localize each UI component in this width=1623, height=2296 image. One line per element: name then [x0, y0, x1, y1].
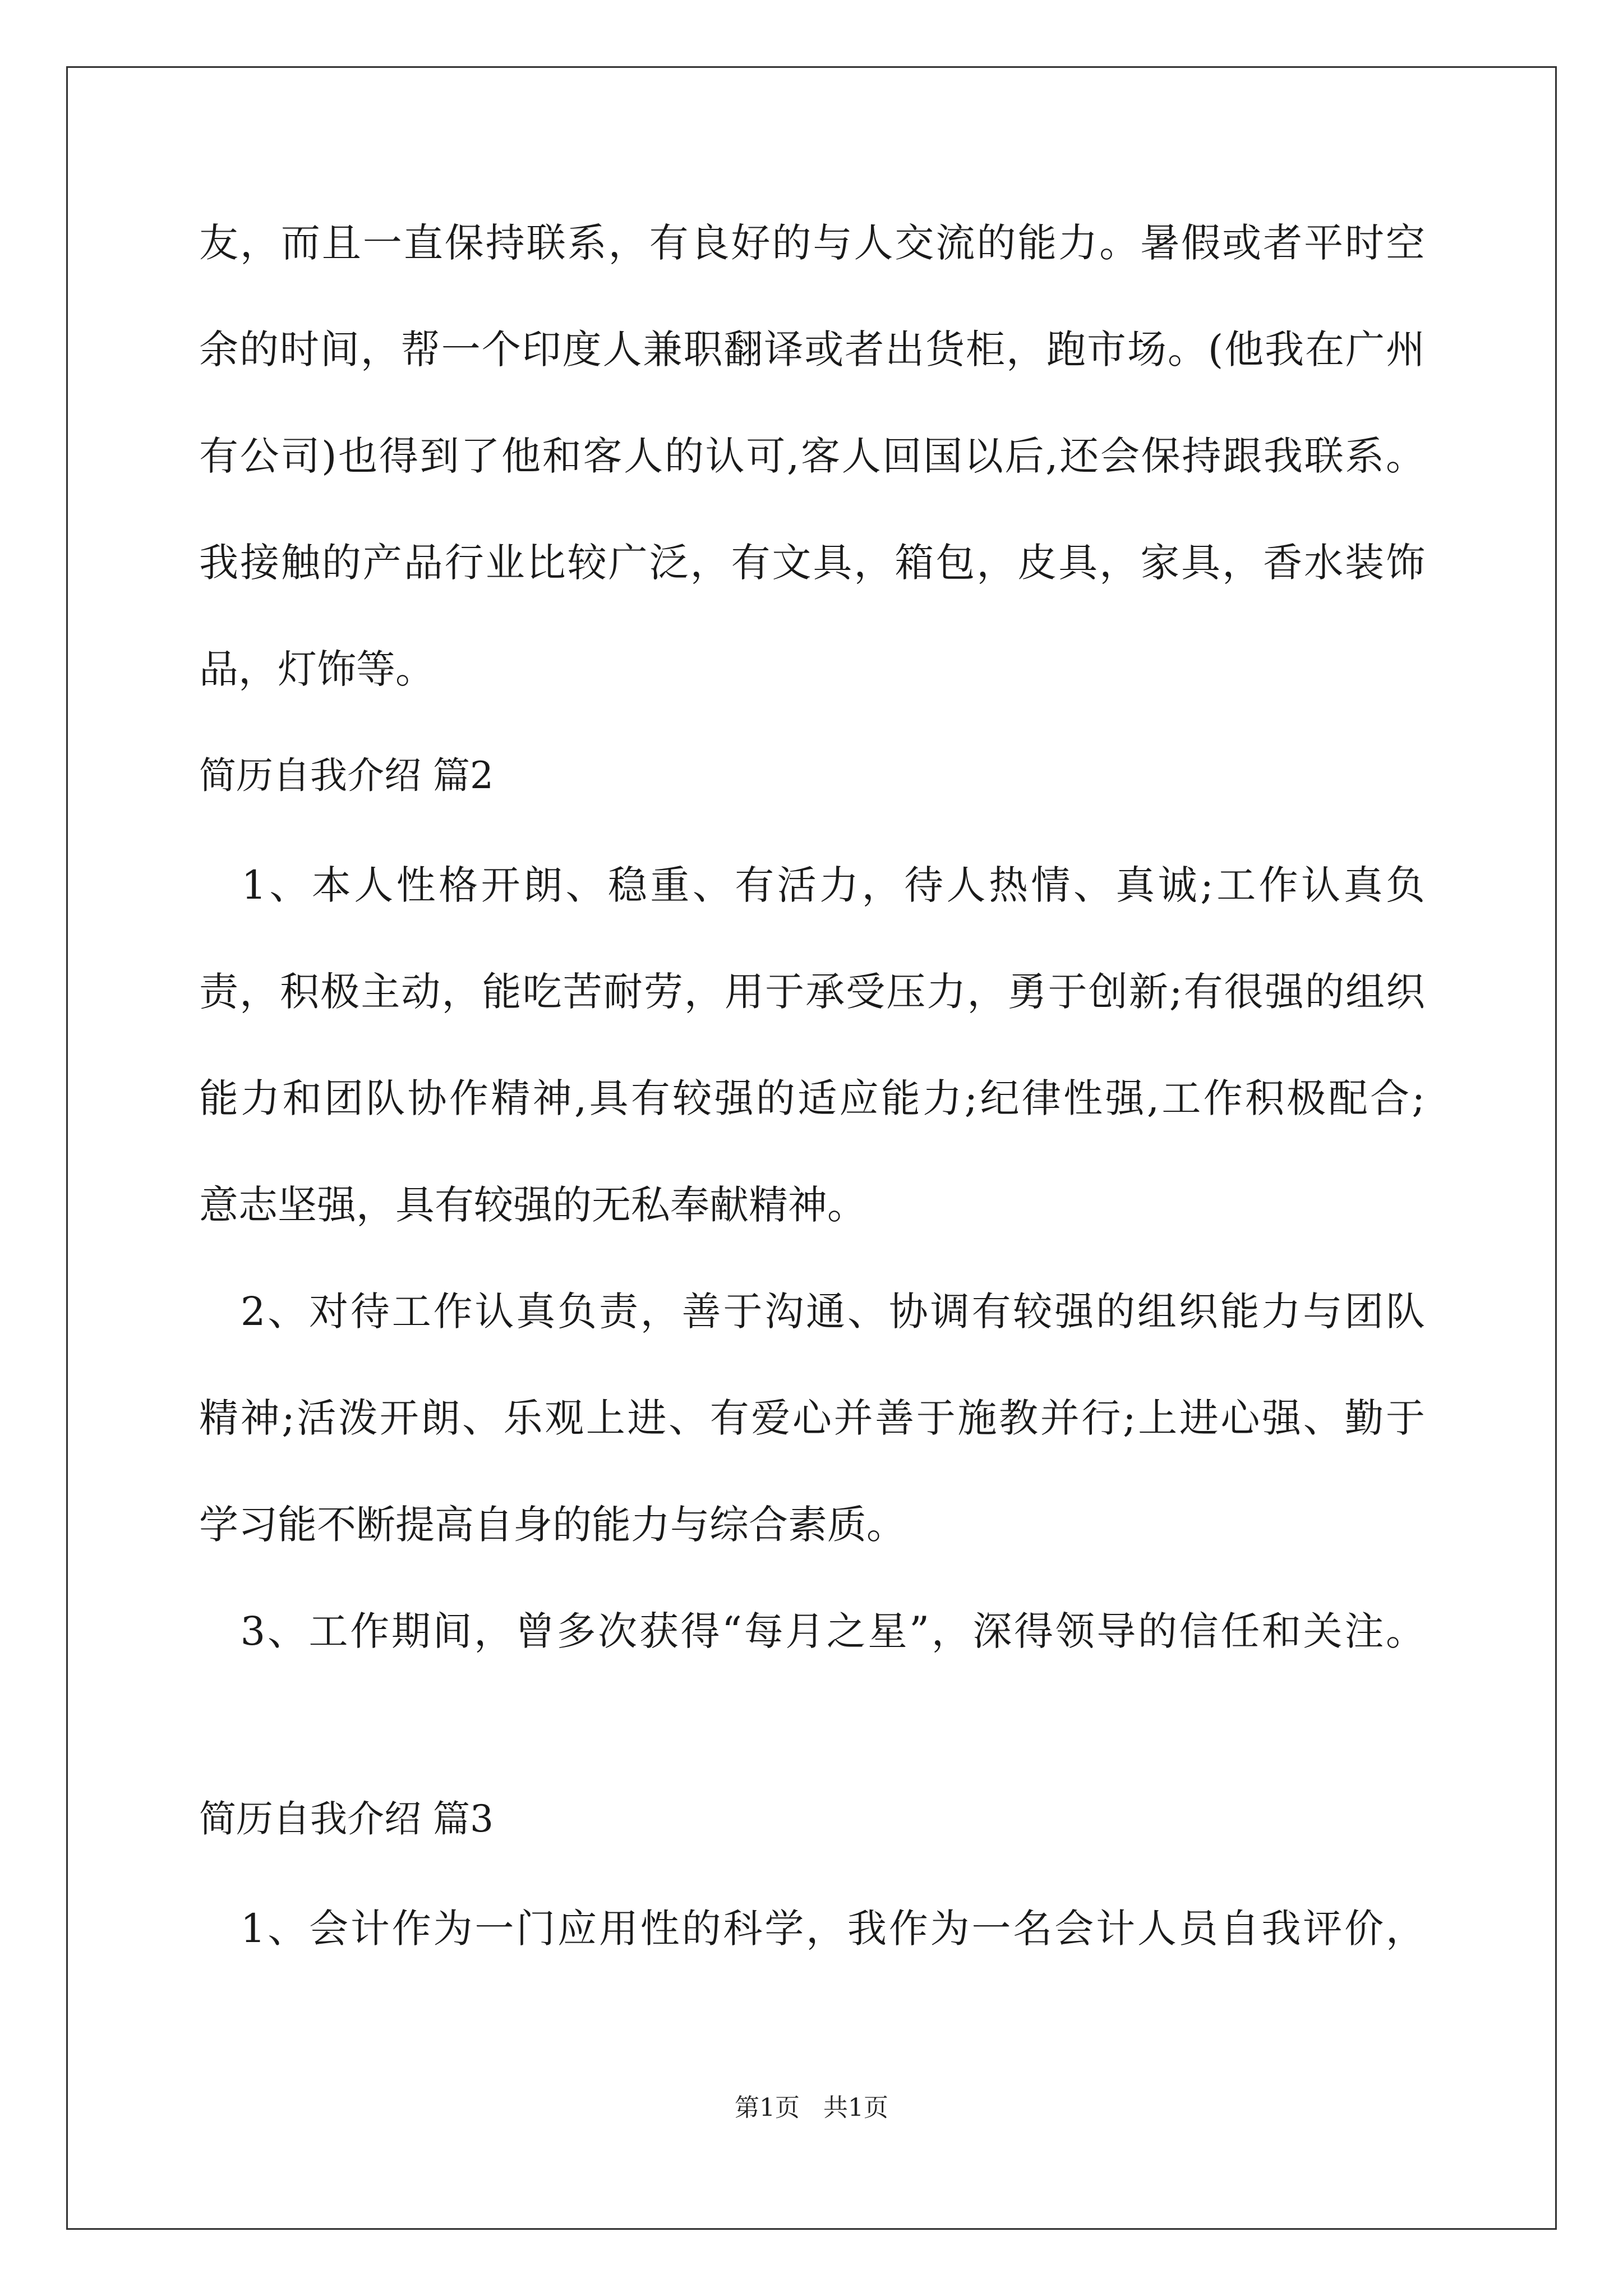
text-line: 余的时间，帮一个印度人兼职翻译或者出货柜，跑市场。(他我在广州	[199, 326, 1425, 372]
section-heading: 简历自我介绍 篇2	[199, 754, 494, 797]
text-line: 责，积极主动，能吃苦耐劳，用于承受压力，勇于创新;有很强的组织	[199, 969, 1425, 1015]
text-line: 2、对待工作认真负责，善于沟通、协调有较强的组织能力与团队	[199, 1289, 1425, 1335]
page-number: 第1页	[735, 2093, 800, 2122]
text-line: 1、本人性格开朗、稳重、有活力，待人热情、真诚;工作认真负	[199, 862, 1425, 908]
text-line: 3、工作期间，曾多次获得“每月之星”，深得领导的信任和关注。	[199, 1608, 1425, 1654]
section-heading: 简历自我介绍 篇3	[199, 1797, 494, 1841]
text-line: 我接触的产品行业比较广泛，有文具，箱包，皮具，家具，香水装饰	[199, 540, 1425, 586]
text-line: 意志坚强，具有较强的无私奉献精神。	[199, 1182, 866, 1228]
page-total: 共1页	[823, 2093, 888, 2122]
text-line: 友，而且一直保持联系，有良好的与人交流的能力。暑假或者平时空	[199, 220, 1425, 266]
text-line: 1、会计作为一门应用性的科学，我作为一名会计人员自我评价，	[199, 1906, 1425, 1952]
text-line: 品，灯饰等。	[199, 646, 435, 692]
text-line: 学习能不断提高自身的能力与综合素质。	[199, 1502, 906, 1548]
text-line: 有公司)也得到了他和客人的认可,客人回国以后,还会保持跟我联系。	[199, 433, 1425, 479]
page-footer	[0, 2091, 1623, 2125]
text-line: 能力和团队协作精神,具有较强的适应能力;纪律性强,工作积极配合;	[199, 1075, 1425, 1121]
text-line: 精神;活泼开朗、乐观上进、有爱心并善于施教并行;上进心强、勤于	[199, 1395, 1425, 1441]
